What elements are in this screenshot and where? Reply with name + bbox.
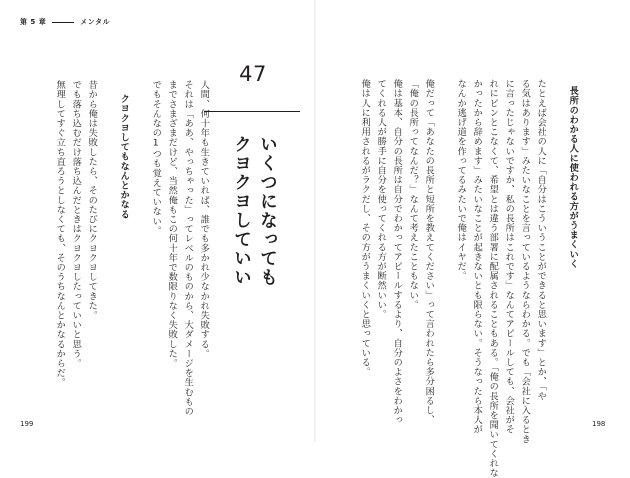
title-line-2: クヨクヨしていい bbox=[231, 135, 252, 287]
header-rule bbox=[52, 22, 74, 23]
right-body-line-10: てくれる人が勝手に自分を使ってくれる方が断然いい。 bbox=[375, 79, 387, 319]
right-body-line-3: に言ったじゃないですか、私の長所はこれです」なんてアピールしても、会社がそ bbox=[503, 79, 515, 435]
right-body-line-8: 「俺の長所ってなんだ？」なんて考えたこともない。 bbox=[407, 79, 419, 310]
right-body-line-7: 俺だって「あなたの長所と短所を教えてください」って言われたら多分困るし、 bbox=[423, 79, 435, 425]
right-body-line-5: かったから辞めます」みたいなことが起きないとも限らない。そうなったら本人が bbox=[471, 79, 483, 435]
right-subheading: 長所のわかる人に使われる方がうまくいく bbox=[567, 86, 579, 269]
right-body-line-11: 俺は人に利用されるがラクだし、その方がうまくいくと思っている。 bbox=[359, 79, 371, 377]
header-section: メンタル bbox=[80, 18, 110, 26]
left-body-line-2: それは「ああ、やっちゃった」ってレベルのものから、大ダメージを生むもの bbox=[182, 80, 194, 416]
right-body-line-4: れにピンとこなくて、希望とは違う部署に配属されることもある。「俺の長所を聞いてくれな bbox=[487, 79, 499, 478]
left-body-line-7: 無理してすぐ立ち直ろうとしなくても、そのうちなんとかなるからだ。 bbox=[54, 80, 66, 388]
right-body-line-6: なんか逃げ道を作ってるみたいで俺はイヤだ。 bbox=[455, 79, 467, 281]
section-number: 47 bbox=[239, 62, 267, 86]
title-line-1: いくつになっても bbox=[257, 135, 278, 287]
right-body-line-9: 俺は基本、自分の長所は自分でわかってアピールするより、自分のよさをわかっ bbox=[391, 79, 403, 425]
left-body-line-1: 人間、何十年も生きていれば、誰でも多かれ少なかれ失敗する。 bbox=[198, 80, 210, 359]
running-header bbox=[20, 17, 110, 27]
left-subheading: クヨクヨしてもなんとかなる bbox=[118, 94, 130, 219]
left-folio: 199 bbox=[20, 420, 34, 428]
right-folio: 198 bbox=[592, 420, 606, 428]
header-chapter: 第 5 章 bbox=[20, 18, 47, 26]
left-body-line-4: でもそんなの1つも覚えていない。 bbox=[150, 80, 162, 236]
title-rule bbox=[204, 111, 300, 112]
page-gutter bbox=[314, 0, 316, 442]
right-body-line-1: たとえば会社の人に「自分はこういうことができると思います」とか、「や bbox=[535, 79, 547, 401]
left-body-line-5: 昔から俺は失敗したら、そのたびにクヨクヨしてきた。 bbox=[86, 80, 98, 320]
right-body-line-2: る気はあります」みたいなことを言っているようならわかる。でも「会社に入るとき bbox=[519, 79, 531, 444]
left-body-line-6: でも落ち込むだけ落ち込んだときはクヨクヨしたっていいと思う。 bbox=[70, 80, 82, 368]
left-body-line-3: までさまざまだけど、当然俺もこの何十年で数限りなく失敗した。 bbox=[166, 80, 178, 368]
